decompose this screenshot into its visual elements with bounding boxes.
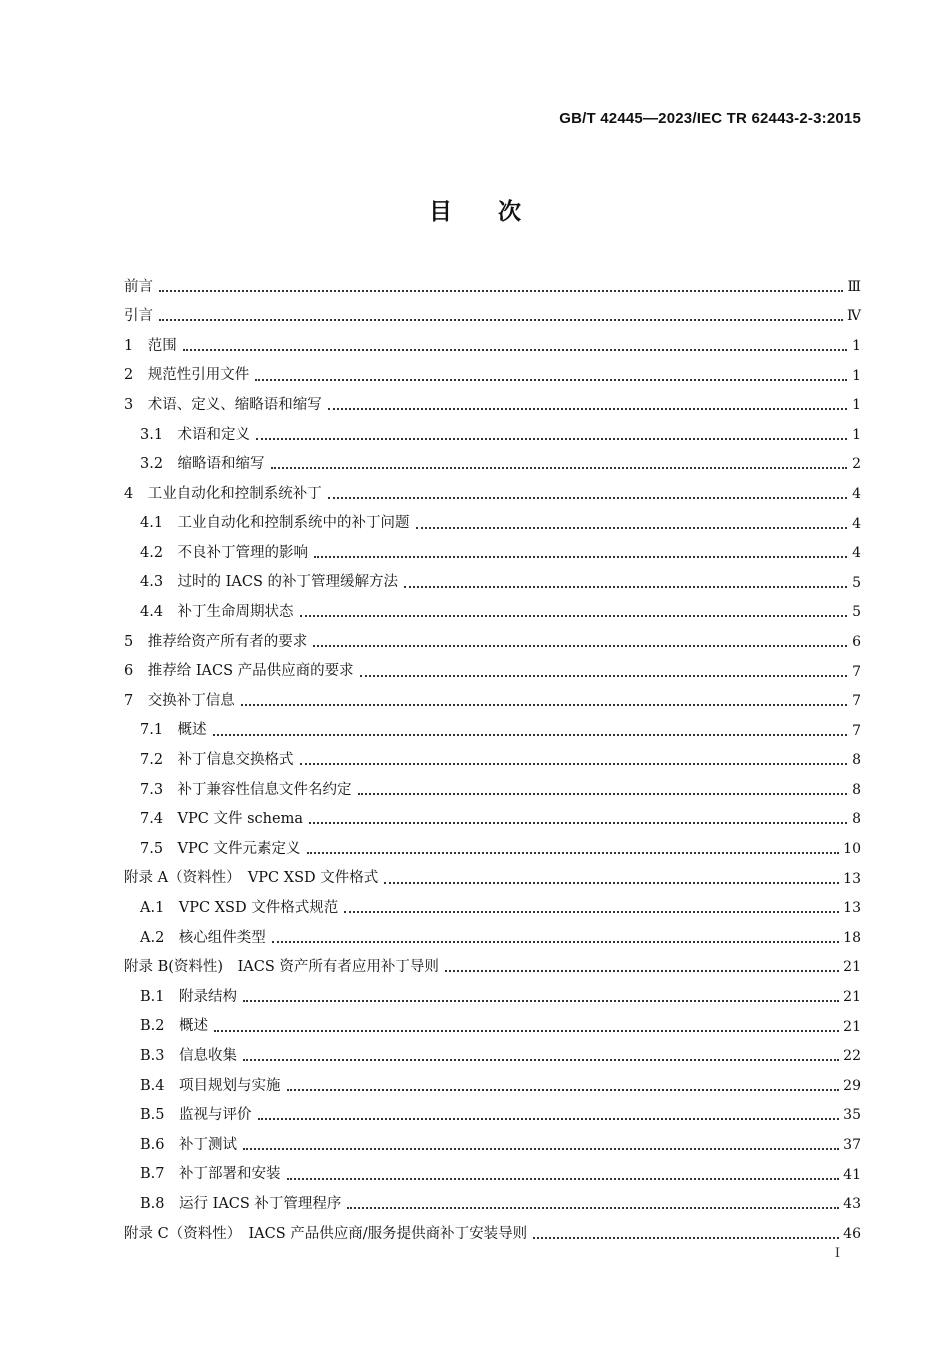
toc-entry-page-number: 7 <box>852 693 861 710</box>
toc-entry-label: 3.1 术语和定义 <box>140 426 251 443</box>
dot-leader <box>241 692 847 706</box>
toc-entry[interactable] <box>124 509 861 539</box>
toc-entry[interactable] <box>124 746 861 776</box>
dot-leader <box>533 1225 839 1239</box>
toc-entry-page-number: 8 <box>852 781 861 798</box>
toc-entry[interactable] <box>124 834 861 864</box>
dot-leader <box>445 958 839 972</box>
toc-entry-page-number: Ⅳ <box>847 308 861 325</box>
toc-entry-label: 7.2 补丁信息交换格式 <box>140 752 294 769</box>
toc-entry[interactable] <box>124 538 861 568</box>
toc-entry-label: B.4 项目规划与实施 <box>140 1077 281 1094</box>
toc-entry[interactable] <box>124 450 861 480</box>
toc-entry-page-number: 7 <box>852 663 861 680</box>
toc-entry-page-number: 8 <box>852 811 861 828</box>
toc-entry[interactable] <box>124 272 861 302</box>
toc-entry[interactable] <box>124 479 861 509</box>
dot-leader <box>287 1077 840 1091</box>
toc-entry-label: 附录 A（资料性） VPC XSD 文件格式 <box>124 870 379 887</box>
toc-entry-label: A.1 VPC XSD 文件格式规范 <box>140 900 339 917</box>
toc-entry-label: 3.2 缩略语和缩写 <box>140 456 265 473</box>
toc-entry-page-number: 41 <box>843 1166 861 1183</box>
toc-entry-page-number: 18 <box>843 929 861 946</box>
toc-entry-page-number: 13 <box>843 870 861 887</box>
page-title: 目 次 <box>429 199 521 225</box>
toc-entry-page-number: 5 <box>852 574 861 591</box>
toc-entry-label: A.2 核心组件类型 <box>140 929 266 946</box>
toc-entry[interactable] <box>124 893 861 923</box>
dot-leader <box>360 663 847 677</box>
toc-entry-page-number: 35 <box>843 1107 861 1124</box>
dot-leader <box>314 544 847 558</box>
toc-entry[interactable] <box>124 302 861 332</box>
dot-leader <box>358 781 847 795</box>
toc-entry-page-number: 21 <box>843 959 861 976</box>
toc-entry-page-number: 1 <box>852 397 861 414</box>
toc-entry-label: 2 规范性引用文件 <box>124 367 250 384</box>
toc-entry-page-number: 10 <box>843 841 861 858</box>
toc-entry-label: 7.4 VPC 文件 schema <box>140 811 303 828</box>
dot-leader <box>416 515 847 529</box>
toc-entry-page-number: 5 <box>852 604 861 621</box>
toc-entry[interactable] <box>124 775 861 805</box>
dot-leader <box>258 1106 840 1120</box>
dot-leader <box>159 278 843 292</box>
dot-leader <box>183 337 847 351</box>
toc-entry[interactable] <box>124 716 861 746</box>
toc-entry-label: B.1 附录结构 <box>140 988 237 1005</box>
toc-entry-page-number: 6 <box>852 633 861 650</box>
toc-entry-label: 附录 B(资料性) IACS 资产所有者应用补丁导则 <box>124 959 439 976</box>
table-of-contents <box>124 272 861 1249</box>
toc-entry-label: 前言 <box>124 278 153 295</box>
toc-entry[interactable] <box>124 805 861 835</box>
dot-leader <box>344 899 839 913</box>
dot-leader <box>328 485 847 499</box>
toc-entry-page-number: 2 <box>852 456 861 473</box>
toc-entry-page-number: 22 <box>843 1048 861 1065</box>
toc-entry[interactable] <box>124 390 861 420</box>
toc-entry-label: B.3 信息收集 <box>140 1047 237 1064</box>
toc-entry-page-number: 29 <box>843 1077 861 1094</box>
toc-entry[interactable] <box>124 627 861 657</box>
dot-leader <box>214 1018 839 1032</box>
toc-entry-label: 4.3 过时的 IACS 的补丁管理缓解方法 <box>140 574 399 591</box>
toc-entry[interactable] <box>124 361 861 391</box>
toc-entry-page-number: 1 <box>852 367 861 384</box>
dot-leader <box>213 722 847 736</box>
toc-entry[interactable] <box>124 1130 861 1160</box>
dot-leader <box>307 840 840 854</box>
toc-entry-label: 5 推荐给资产所有者的要求 <box>124 633 308 650</box>
dot-leader <box>243 988 839 1002</box>
toc-entry-page-number: 21 <box>843 1018 861 1035</box>
toc-entry-page-number: 8 <box>852 752 861 769</box>
dot-leader <box>300 751 847 765</box>
dot-leader <box>384 870 839 884</box>
toc-entry-page-number: 7 <box>852 722 861 739</box>
dot-leader <box>287 1166 840 1180</box>
toc-entry-label: 7.1 概述 <box>140 722 207 739</box>
toc-entry-label: 3 术语、定义、缩略语和缩写 <box>124 396 322 413</box>
toc-entry-page-number: 43 <box>843 1196 861 1213</box>
toc-entry-label: 6 推荐给 IACS 产品供应商的要求 <box>124 663 354 680</box>
toc-entry[interactable] <box>124 1012 861 1042</box>
toc-entry-label: 4.1 工业自动化和控制系统中的补丁问题 <box>140 515 410 532</box>
toc-entry-page-number: 46 <box>843 1225 861 1242</box>
toc-entry[interactable] <box>124 1071 861 1101</box>
dot-leader <box>328 396 847 410</box>
dot-leader <box>300 603 847 617</box>
toc-entry[interactable] <box>124 1219 861 1249</box>
toc-entry-page-number: 37 <box>843 1137 861 1154</box>
toc-entry[interactable] <box>124 1101 861 1131</box>
toc-entry[interactable] <box>124 686 861 716</box>
footer-page-number: I <box>834 1246 840 1261</box>
toc-entry[interactable] <box>124 568 861 598</box>
standard-code-header: GB/T 42445—2023/IEC TR 62443-2-3:2015 <box>559 110 861 127</box>
dot-leader <box>271 455 847 469</box>
toc-entry-label: 4 工业自动化和控制系统补丁 <box>124 485 322 502</box>
toc-entry[interactable] <box>124 982 861 1012</box>
toc-entry[interactable] <box>124 864 861 894</box>
toc-entry-label: 7 交换补丁信息 <box>124 692 235 709</box>
toc-entry[interactable] <box>124 923 861 953</box>
toc-entry-label: 4.4 补丁生命周期状态 <box>140 604 294 621</box>
dot-leader <box>313 633 847 647</box>
toc-entry-label: 4.2 不良补丁管理的影响 <box>140 544 309 561</box>
dot-leader <box>272 929 839 943</box>
toc-entry-label: B.6 补丁测试 <box>140 1136 237 1153</box>
dot-leader <box>309 810 847 824</box>
toc-entry[interactable] <box>124 1189 861 1219</box>
toc-entry-label: 7.3 补丁兼容性信息文件名约定 <box>140 781 352 798</box>
toc-entry-page-number: Ⅲ <box>847 278 861 295</box>
toc-entry-label: 7.5 VPC 文件元素定义 <box>140 840 301 857</box>
toc-entry-label: B.7 补丁部署和安装 <box>140 1166 281 1183</box>
toc-entry-label: B.8 运行 IACS 补丁管理程序 <box>140 1195 342 1212</box>
toc-entry-page-number: 4 <box>852 545 861 562</box>
toc-entry-page-number: 1 <box>852 337 861 354</box>
toc-entry-page-number: 4 <box>852 515 861 532</box>
toc-entry-label: B.2 概述 <box>140 1018 208 1035</box>
toc-entry-page-number: 4 <box>852 485 861 502</box>
toc-entry-page-number: 1 <box>852 426 861 443</box>
dot-leader <box>159 307 843 321</box>
dot-leader <box>256 426 847 440</box>
dot-leader <box>404 574 847 588</box>
dot-leader <box>255 367 847 381</box>
toc-entry[interactable] <box>124 1041 861 1071</box>
toc-entry[interactable] <box>124 657 861 687</box>
toc-entry[interactable] <box>124 598 861 628</box>
dot-leader <box>347 1195 839 1209</box>
toc-entry[interactable] <box>124 331 861 361</box>
toc-entry-label: B.5 监视与评价 <box>140 1107 252 1124</box>
toc-entry-label: 引言 <box>124 308 153 325</box>
toc-entry[interactable] <box>124 953 861 983</box>
dot-leader <box>243 1047 839 1061</box>
toc-entry[interactable] <box>124 420 861 450</box>
toc-entry-label: 附录 C（资料性） IACS 产品供应商/服务提供商补丁安装导则 <box>124 1225 528 1242</box>
toc-entry[interactable] <box>124 1160 861 1190</box>
toc-entry-label: 1 范围 <box>124 337 177 354</box>
toc-entry-page-number: 21 <box>843 989 861 1006</box>
dot-leader <box>243 1136 839 1150</box>
toc-entry-page-number: 13 <box>843 900 861 917</box>
